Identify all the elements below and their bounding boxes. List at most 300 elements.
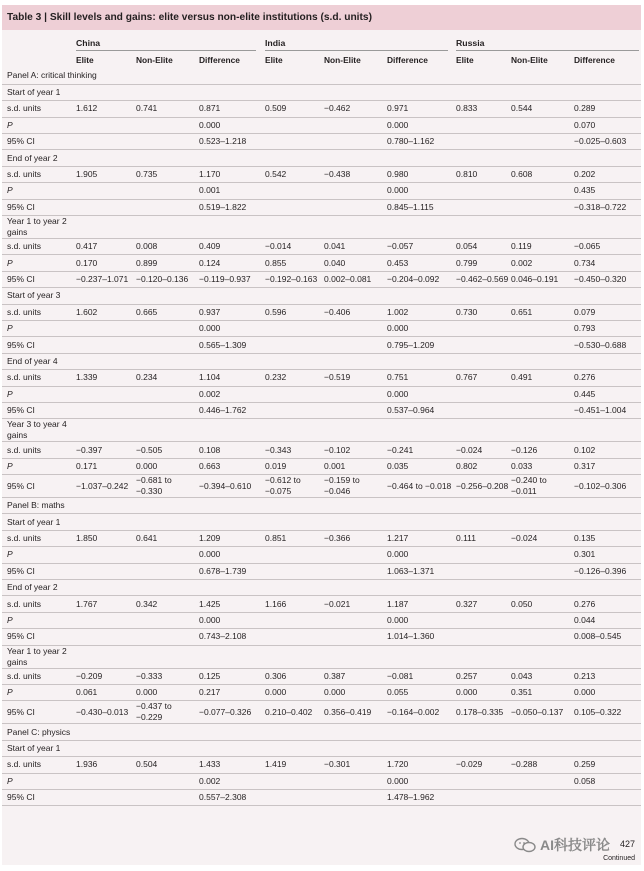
table-cell: 0.730 xyxy=(456,304,511,320)
table-cell xyxy=(199,740,265,756)
table-cell: −0.256–0.208 xyxy=(456,475,511,498)
table-cell: −0.119–0.937 xyxy=(199,271,265,287)
table-cell: 0.000 xyxy=(387,386,456,402)
table-cell: 0.317 xyxy=(574,458,641,474)
table-row xyxy=(2,199,641,215)
table-cell xyxy=(511,740,574,756)
country-china: China xyxy=(76,38,101,48)
table-cell xyxy=(265,386,324,402)
table-cell xyxy=(324,288,387,304)
table-cell xyxy=(387,84,456,100)
table-cell: −0.021 xyxy=(324,596,387,612)
table-cell: −0.126–0.396 xyxy=(574,563,641,579)
table-cell: 0.234 xyxy=(136,370,199,386)
table-cell: 0.417 xyxy=(76,239,136,255)
table-cell: −0.237–1.071 xyxy=(76,271,136,287)
row-label: 95% CI xyxy=(2,199,76,215)
table-cell xyxy=(574,288,641,304)
table-cell xyxy=(574,84,641,100)
table-cell: −0.450–0.320 xyxy=(574,271,641,287)
table-cell xyxy=(324,320,387,336)
table-cell: 0.799 xyxy=(456,255,511,271)
col-header: Non-Elite xyxy=(136,55,173,65)
table-row xyxy=(2,563,641,579)
table-cell xyxy=(324,386,387,402)
table-cell: 0.795–1.209 xyxy=(387,337,456,353)
table-cell: −0.025–0.603 xyxy=(574,134,641,150)
table-cell xyxy=(76,84,136,100)
table-cell xyxy=(324,353,387,369)
row-label: 95% CI xyxy=(2,475,76,498)
row-label: P xyxy=(2,386,76,402)
table-cell: 0.608 xyxy=(511,166,574,182)
watermark xyxy=(514,835,610,855)
row-label: Start of year 1 xyxy=(2,740,76,756)
table-cell xyxy=(387,68,456,84)
table-cell xyxy=(574,419,641,442)
table-cell xyxy=(199,353,265,369)
table-cell: 0.833 xyxy=(456,101,511,117)
table-cell xyxy=(136,199,199,215)
table-cell: 1.209 xyxy=(199,530,265,546)
table-cell xyxy=(136,216,199,239)
table-cell: 0.000 xyxy=(136,685,199,701)
table-row xyxy=(2,271,641,287)
table-cell: 1.002 xyxy=(387,304,456,320)
continued-label: Continued xyxy=(603,855,635,862)
table-cell: 1.014–1.360 xyxy=(387,629,456,645)
table-cell xyxy=(199,580,265,596)
table-cell xyxy=(265,645,324,668)
table-cell xyxy=(324,117,387,133)
table-cell xyxy=(265,288,324,304)
table-cell: 0.001 xyxy=(324,458,387,474)
table-cell xyxy=(76,117,136,133)
table-cell: 0.000 xyxy=(387,183,456,199)
table-cell xyxy=(265,84,324,100)
table-cell: 0.119 xyxy=(511,239,574,255)
table-cell xyxy=(265,498,324,514)
table-cell xyxy=(456,288,511,304)
table-cell xyxy=(136,789,199,805)
table-cell xyxy=(324,580,387,596)
table-cell: 0.125 xyxy=(199,668,265,684)
table-cell xyxy=(456,563,511,579)
table-cell xyxy=(324,789,387,805)
table-cell xyxy=(199,645,265,668)
table-cell: 0.276 xyxy=(574,596,641,612)
table-cell xyxy=(387,724,456,740)
table-cell: 1.433 xyxy=(199,757,265,773)
table-cell: 0.651 xyxy=(511,304,574,320)
table-cell: −0.077–0.326 xyxy=(199,701,265,724)
table-cell xyxy=(511,337,574,353)
table-cell xyxy=(511,547,574,563)
table-cell xyxy=(511,402,574,418)
table-cell: −0.159 to −0.046 xyxy=(324,475,387,498)
table-cell xyxy=(574,580,641,596)
table-cell: −0.366 xyxy=(324,530,387,546)
table-row xyxy=(2,101,641,117)
table-cell: 0.070 xyxy=(574,117,641,133)
table-cell: −0.519 xyxy=(324,370,387,386)
table-cell xyxy=(136,288,199,304)
table-cell: 0.041 xyxy=(324,239,387,255)
table-cell: 0.000 xyxy=(387,773,456,789)
table-cell xyxy=(136,134,199,150)
table-row xyxy=(2,216,641,239)
table-cell: −0.029 xyxy=(456,757,511,773)
table-cell xyxy=(136,419,199,442)
table-cell: 0.105–0.322 xyxy=(574,701,641,724)
table-cell xyxy=(76,514,136,530)
row-label: 95% CI xyxy=(2,271,76,287)
table-cell xyxy=(456,773,511,789)
table-cell xyxy=(76,320,136,336)
table-cell xyxy=(76,547,136,563)
table-row xyxy=(2,498,641,514)
table-cell xyxy=(511,629,574,645)
col-header: Non-Elite xyxy=(511,55,548,65)
table-cell: 0.000 xyxy=(136,458,199,474)
table-cell xyxy=(76,740,136,756)
table-cell xyxy=(136,612,199,628)
table-row xyxy=(2,353,641,369)
table-cell xyxy=(136,183,199,199)
row-label: 95% CI xyxy=(2,402,76,418)
table-cell: 0.519–1.822 xyxy=(199,199,265,215)
table-cell: 0.301 xyxy=(574,547,641,563)
table-cell xyxy=(76,337,136,353)
table-cell xyxy=(387,740,456,756)
table-cell: 0.054 xyxy=(456,239,511,255)
table-cell: 0.008–0.545 xyxy=(574,629,641,645)
table-cell: 1.104 xyxy=(199,370,265,386)
table-cell xyxy=(136,337,199,353)
table-cell: 0.780–1.162 xyxy=(387,134,456,150)
table-cell: 0.124 xyxy=(199,255,265,271)
table-cell: 0.061 xyxy=(76,685,136,701)
table-cell xyxy=(456,580,511,596)
table-cell xyxy=(265,514,324,530)
table-cell xyxy=(456,724,511,740)
table-cell: 1.187 xyxy=(387,596,456,612)
table-cell: −0.301 xyxy=(324,757,387,773)
table-cell xyxy=(574,740,641,756)
table-cell xyxy=(76,402,136,418)
row-label: 95% CI xyxy=(2,337,76,353)
table-cell: 0.289 xyxy=(574,101,641,117)
table-cell xyxy=(456,84,511,100)
table-cell: 1.166 xyxy=(265,596,324,612)
table-cell xyxy=(199,514,265,530)
table-cell xyxy=(265,773,324,789)
table-cell xyxy=(574,353,641,369)
table-cell: 1.478–1.962 xyxy=(387,789,456,805)
table-cell: 0.000 xyxy=(199,612,265,628)
table-cell xyxy=(456,117,511,133)
table-cell: −0.530–0.688 xyxy=(574,337,641,353)
row-label: Panel A: critical thinking xyxy=(2,68,76,84)
table-cell xyxy=(199,419,265,442)
table-cell: −0.333 xyxy=(136,668,199,684)
table-cell: 0.202 xyxy=(574,166,641,182)
table-cell: −0.505 xyxy=(136,442,199,458)
table-cell: 0.000 xyxy=(387,117,456,133)
table-cell: −0.288 xyxy=(511,757,574,773)
table-cell xyxy=(76,353,136,369)
table-cell xyxy=(76,386,136,402)
table-cell: 0.767 xyxy=(456,370,511,386)
table-row xyxy=(2,84,641,100)
table-cell: 0.557–2.308 xyxy=(199,789,265,805)
table-cell xyxy=(199,150,265,166)
table-cell xyxy=(76,216,136,239)
table-cell: 1.339 xyxy=(76,370,136,386)
table-cell: 0.210–0.402 xyxy=(265,701,324,724)
table-cell xyxy=(511,773,574,789)
table-cell: −0.102 xyxy=(324,442,387,458)
row-label: s.d. units xyxy=(2,668,76,684)
table-cell: 0.108 xyxy=(199,442,265,458)
table-cell: −0.430–0.013 xyxy=(76,701,136,724)
table-title: Table 3 | Skill levels and gains: elite versus non-elite institutions (s.d. units) xyxy=(2,5,641,30)
table-cell xyxy=(387,419,456,442)
table-row xyxy=(2,117,641,133)
table-cell: 0.537–0.964 xyxy=(387,402,456,418)
table-cell: 1.612 xyxy=(76,101,136,117)
table-cell xyxy=(511,216,574,239)
table-cell xyxy=(387,150,456,166)
row-label: Start of year 1 xyxy=(2,84,76,100)
table-cell: −0.024 xyxy=(456,442,511,458)
table-cell: 0.000 xyxy=(387,320,456,336)
table-cell: 0.855 xyxy=(265,255,324,271)
table-cell: −0.209 xyxy=(76,668,136,684)
table-cell xyxy=(511,150,574,166)
table-cell xyxy=(387,580,456,596)
table-cell: 0.002 xyxy=(511,255,574,271)
table-cell xyxy=(324,612,387,628)
table-cell xyxy=(76,183,136,199)
table-row xyxy=(2,789,641,805)
table-cell xyxy=(136,514,199,530)
table-cell xyxy=(324,183,387,199)
table-row xyxy=(2,166,641,182)
table-cell: 0.793 xyxy=(574,320,641,336)
table-cell: 0.043 xyxy=(511,668,574,684)
row-label: s.d. units xyxy=(2,596,76,612)
table-cell: −0.024 xyxy=(511,530,574,546)
table-cell: −0.050–0.137 xyxy=(511,701,574,724)
table-cell xyxy=(199,68,265,84)
col-header: Difference xyxy=(574,55,615,65)
table-cell: 0.980 xyxy=(387,166,456,182)
table-row xyxy=(2,288,641,304)
table-cell xyxy=(324,68,387,84)
table-cell: 1.425 xyxy=(199,596,265,612)
table-cell xyxy=(324,645,387,668)
table-cell xyxy=(456,498,511,514)
table-cell xyxy=(456,183,511,199)
table-cell xyxy=(265,789,324,805)
table-cell: 0.111 xyxy=(456,530,511,546)
table-cell: 0.050 xyxy=(511,596,574,612)
table-cell: 0.000 xyxy=(199,117,265,133)
table-cell: −0.451–1.004 xyxy=(574,402,641,418)
table-cell: 0.171 xyxy=(76,458,136,474)
table-cell xyxy=(265,724,324,740)
table-cell xyxy=(265,353,324,369)
table-cell: 0.000 xyxy=(324,685,387,701)
table-cell xyxy=(265,419,324,442)
table-row xyxy=(2,150,641,166)
table-cell xyxy=(456,134,511,150)
table-cell xyxy=(511,789,574,805)
table-cell xyxy=(456,150,511,166)
table-cell: 1.602 xyxy=(76,304,136,320)
col-header: Difference xyxy=(387,55,428,65)
table-cell: 0.055 xyxy=(387,685,456,701)
table-row xyxy=(2,134,641,150)
row-label: P xyxy=(2,547,76,563)
table-cell: 0.504 xyxy=(136,757,199,773)
table-cell: 0.257 xyxy=(456,668,511,684)
row-label: P xyxy=(2,183,76,199)
table-cell xyxy=(76,498,136,514)
table-cell xyxy=(136,402,199,418)
table-cell xyxy=(324,547,387,563)
row-label: P xyxy=(2,117,76,133)
table-row xyxy=(2,386,641,402)
table-cell xyxy=(136,84,199,100)
table-cell xyxy=(324,216,387,239)
table-cell: 0.000 xyxy=(265,685,324,701)
table-cell xyxy=(456,419,511,442)
table-cell xyxy=(511,645,574,668)
table-cell xyxy=(136,150,199,166)
table-cell: 0.001 xyxy=(199,183,265,199)
row-label: P xyxy=(2,320,76,336)
table-cell: 1.850 xyxy=(76,530,136,546)
table-cell: 0.000 xyxy=(199,320,265,336)
table-cell xyxy=(456,514,511,530)
table-cell: −0.343 xyxy=(265,442,324,458)
table-cell: −0.240 to −0.011 xyxy=(511,475,574,498)
table-row xyxy=(2,724,641,740)
table-cell xyxy=(574,645,641,668)
table-cell: 0.435 xyxy=(574,183,641,199)
table-cell xyxy=(136,580,199,596)
table-cell xyxy=(456,337,511,353)
table-cell: 0.409 xyxy=(199,239,265,255)
table-cell xyxy=(136,386,199,402)
table-cell: −0.241 xyxy=(387,442,456,458)
table-cell: 0.899 xyxy=(136,255,199,271)
table-row xyxy=(2,580,641,596)
table-cell xyxy=(265,183,324,199)
table-cell xyxy=(511,183,574,199)
table-cell: 0.000 xyxy=(574,685,641,701)
table-cell xyxy=(265,612,324,628)
col-header: Elite xyxy=(456,55,474,65)
watermark-text: AI科技评论 xyxy=(540,837,610,853)
table-row xyxy=(2,668,641,684)
row-label: s.d. units xyxy=(2,370,76,386)
table-cell xyxy=(511,353,574,369)
table-cell: 0.351 xyxy=(511,685,574,701)
table-cell xyxy=(265,629,324,645)
table-cell: 0.002 xyxy=(199,386,265,402)
table-cell xyxy=(136,353,199,369)
table-row xyxy=(2,304,641,320)
table-cell: −0.057 xyxy=(387,239,456,255)
table-cell: 0.356–0.419 xyxy=(324,701,387,724)
row-label: P xyxy=(2,685,76,701)
table-row xyxy=(2,475,641,498)
table-cell xyxy=(324,629,387,645)
table-cell xyxy=(265,547,324,563)
row-label: 95% CI xyxy=(2,563,76,579)
table-cell: −0.462–0.569 xyxy=(456,271,511,287)
table-cell xyxy=(265,740,324,756)
data-table xyxy=(2,68,641,806)
table-cell: 0.002–0.081 xyxy=(324,271,387,287)
table-cell: 0.019 xyxy=(265,458,324,474)
table-cell: 0.079 xyxy=(574,304,641,320)
table-cell xyxy=(456,612,511,628)
table-cell: 0.734 xyxy=(574,255,641,271)
table-cell: 0.306 xyxy=(265,668,324,684)
table-cell: 1.936 xyxy=(76,757,136,773)
table-cell: 0.641 xyxy=(136,530,199,546)
table-cell xyxy=(76,288,136,304)
table-cell: 0.665 xyxy=(136,304,199,320)
table-cell xyxy=(76,199,136,215)
table-row xyxy=(2,685,641,701)
row-label: s.d. units xyxy=(2,101,76,117)
table-cell xyxy=(324,740,387,756)
table-cell: 0.046–0.191 xyxy=(511,271,574,287)
table-cell xyxy=(574,514,641,530)
row-label: 95% CI xyxy=(2,134,76,150)
page-number: 427 xyxy=(619,839,635,849)
table-cell: 0.008 xyxy=(136,239,199,255)
table-cell: −0.612 to −0.075 xyxy=(265,475,324,498)
table-row xyxy=(2,547,641,563)
row-label: Start of year 3 xyxy=(2,288,76,304)
table-cell xyxy=(511,117,574,133)
table-row xyxy=(2,701,641,724)
table-cell: −0.126 xyxy=(511,442,574,458)
table-cell xyxy=(76,580,136,596)
row-label: Start of year 1 xyxy=(2,514,76,530)
row-label: Year 1 to year 2 gains xyxy=(2,645,76,668)
table-cell xyxy=(456,402,511,418)
table-cell xyxy=(511,612,574,628)
row-label: s.d. units xyxy=(2,757,76,773)
table-cell xyxy=(387,353,456,369)
table-cell: 0.544 xyxy=(511,101,574,117)
table-cell: −0.204–0.092 xyxy=(387,271,456,287)
table-cell xyxy=(456,68,511,84)
table-cell xyxy=(511,386,574,402)
table-cell xyxy=(511,419,574,442)
table-cell xyxy=(456,740,511,756)
row-label: P xyxy=(2,773,76,789)
table-cell xyxy=(456,216,511,239)
table-cell: 0.523–1.218 xyxy=(199,134,265,150)
